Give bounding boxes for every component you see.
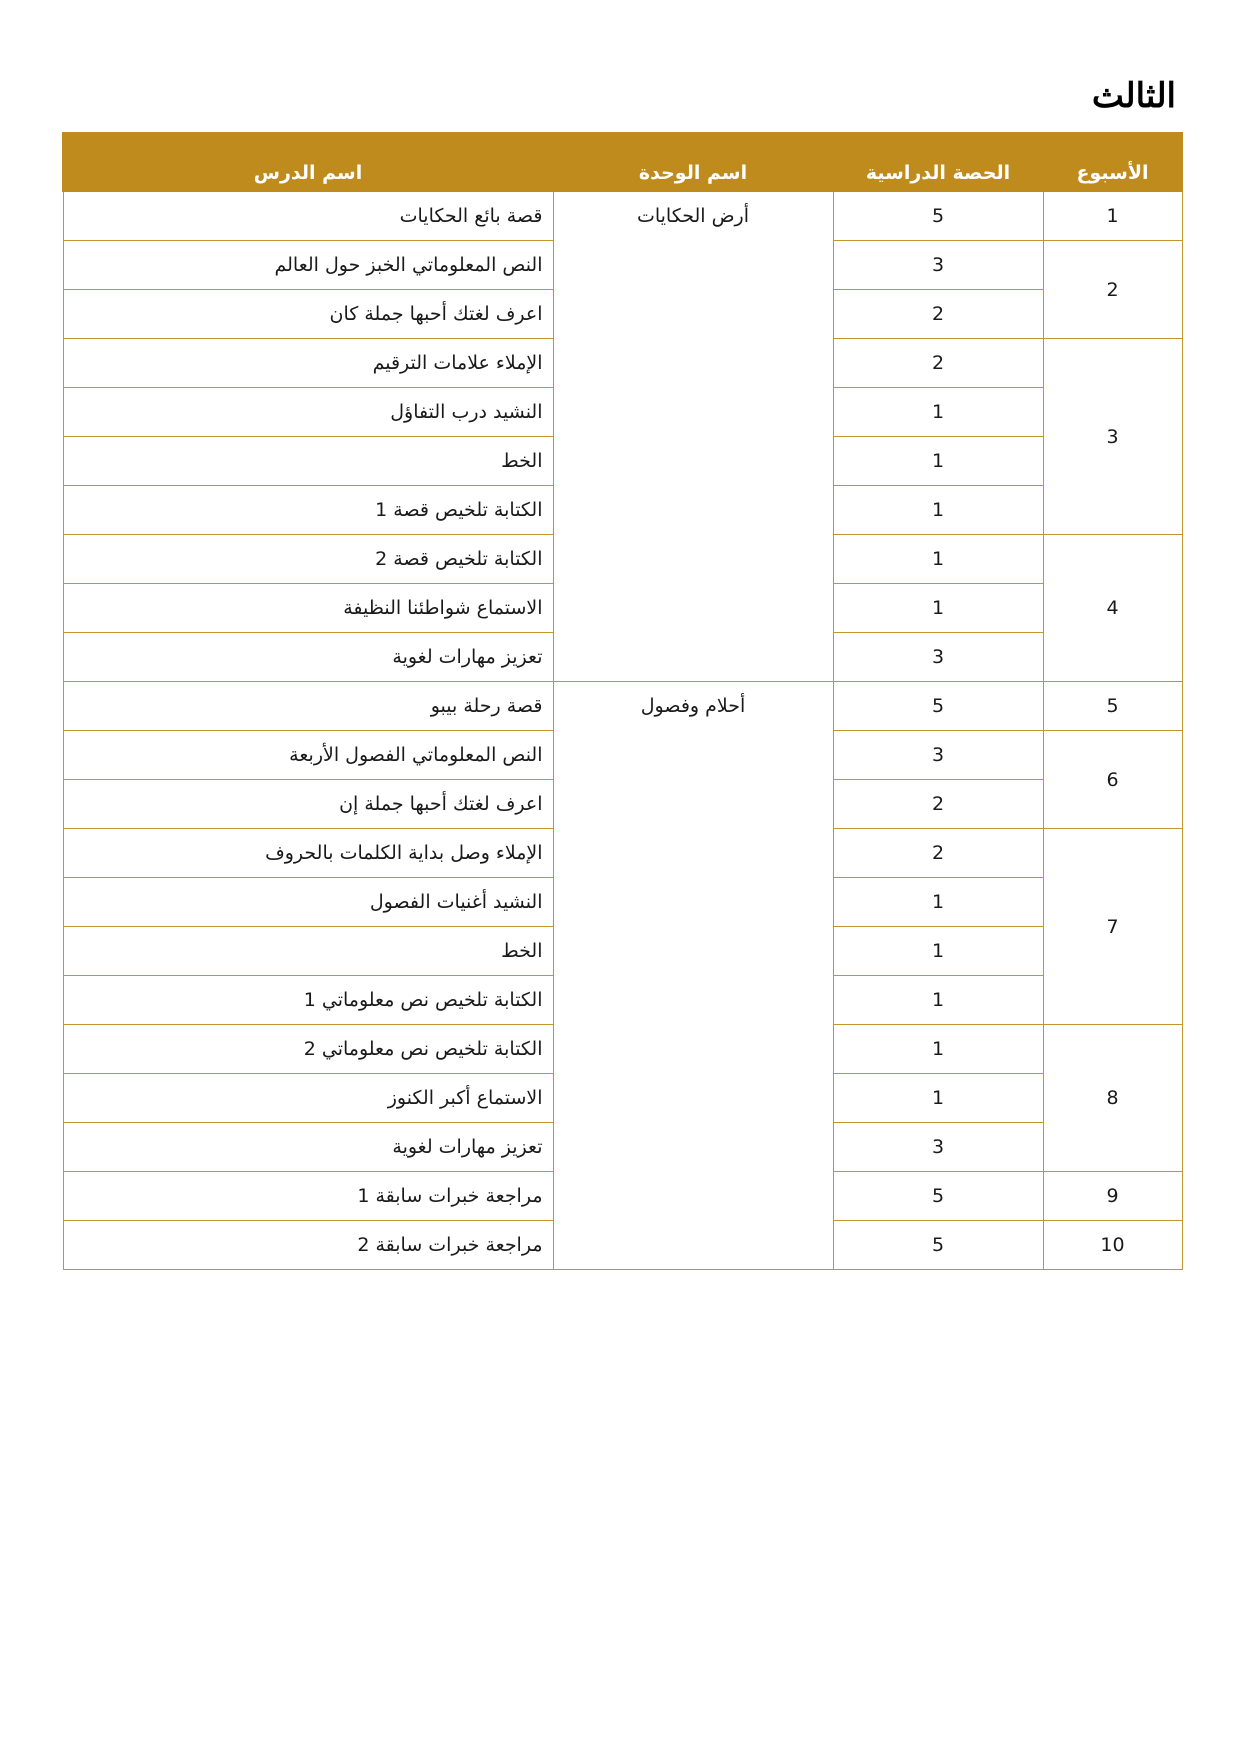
periods-cell: 1	[833, 1025, 1043, 1074]
table-header-row	[63, 133, 1182, 191]
lesson-cell: الإملاء وصل بداية الكلمات بالحروف	[63, 829, 553, 878]
week-cell: 5	[1043, 682, 1182, 731]
lesson-cell: الاستماع أكبر الكنوز	[63, 1074, 553, 1123]
periods-cell: 1	[833, 927, 1043, 976]
periods-cell: 3	[833, 1123, 1043, 1172]
lesson-schedule-table	[62, 132, 1183, 1270]
week-cell: 7	[1043, 829, 1182, 1025]
week-cell: 2	[1043, 241, 1182, 339]
periods-cell: 2	[833, 339, 1043, 388]
periods-cell: 5	[833, 1172, 1043, 1221]
lesson-cell: النشيد درب التفاؤل	[63, 388, 553, 437]
periods-cell: 1	[833, 535, 1043, 584]
page-title: الثالث	[1091, 76, 1176, 116]
lesson-cell: اعرف لغتك أحبها جملة كان	[63, 290, 553, 339]
lesson-cell: تعزيز مهارات لغوية	[63, 1123, 553, 1172]
periods-cell: 3	[833, 731, 1043, 780]
lesson-cell: النشيد أغنيات الفصول	[63, 878, 553, 927]
week-cell: 10	[1043, 1221, 1182, 1270]
lesson-cell: الاستماع شواطئنا النظيفة	[63, 584, 553, 633]
lesson-cell: الإملاء علامات الترقيم	[63, 339, 553, 388]
lesson-cell: الكتابة تلخيص نص معلوماتي 2	[63, 1025, 553, 1074]
lesson-cell: النص المعلوماتي الفصول الأربعة	[63, 731, 553, 780]
lesson-cell: النص المعلوماتي الخبز حول العالم	[63, 241, 553, 290]
periods-cell: 2	[833, 780, 1043, 829]
week-cell: 4	[1043, 535, 1182, 682]
lesson-cell: تعزيز مهارات لغوية	[63, 633, 553, 682]
lesson-cell: الخط	[63, 927, 553, 976]
periods-cell: 1	[833, 1074, 1043, 1123]
periods-cell: 2	[833, 290, 1043, 339]
lesson-cell: الكتابة تلخيص نص معلوماتي 1	[63, 976, 553, 1025]
header-unit: اسم الوحدة	[553, 133, 833, 191]
periods-cell: 2	[833, 829, 1043, 878]
lesson-cell: الكتابة تلخيص قصة 2	[63, 535, 553, 584]
table-row	[63, 682, 1182, 731]
periods-cell: 5	[833, 1221, 1043, 1270]
week-cell: 9	[1043, 1172, 1182, 1221]
week-cell: 6	[1043, 731, 1182, 829]
periods-cell: 3	[833, 241, 1043, 290]
lesson-cell: الخط	[63, 437, 553, 486]
periods-cell: 1	[833, 437, 1043, 486]
lesson-cell: قصة بائع الحكايات	[63, 191, 553, 241]
header-week: الأسبوع	[1043, 133, 1182, 191]
week-cell: 3	[1043, 339, 1182, 535]
periods-cell: 1	[833, 486, 1043, 535]
week-cell: 8	[1043, 1025, 1182, 1172]
lesson-cell: مراجعة خبرات سابقة 2	[63, 1221, 553, 1270]
lesson-cell: مراجعة خبرات سابقة 1	[63, 1172, 553, 1221]
periods-cell: 1	[833, 878, 1043, 927]
lesson-cell: اعرف لغتك أحبها جملة إن	[63, 780, 553, 829]
periods-cell: 3	[833, 633, 1043, 682]
periods-cell: 1	[833, 388, 1043, 437]
periods-cell: 1	[833, 976, 1043, 1025]
header-periods: الحصة الدراسية	[833, 133, 1043, 191]
header-lesson: اسم الدرس	[63, 133, 553, 191]
lesson-cell: الكتابة تلخيص قصة 1	[63, 486, 553, 535]
unit-cell: أحلام وفصول	[553, 682, 833, 1270]
periods-cell: 1	[833, 584, 1043, 633]
lesson-cell: قصة رحلة بيبو	[63, 682, 553, 731]
periods-cell: 5	[833, 191, 1043, 241]
week-cell: 1	[1043, 191, 1182, 241]
periods-cell: 5	[833, 682, 1043, 731]
table-row	[63, 191, 1182, 241]
unit-cell: أرض الحكايات	[553, 191, 833, 682]
